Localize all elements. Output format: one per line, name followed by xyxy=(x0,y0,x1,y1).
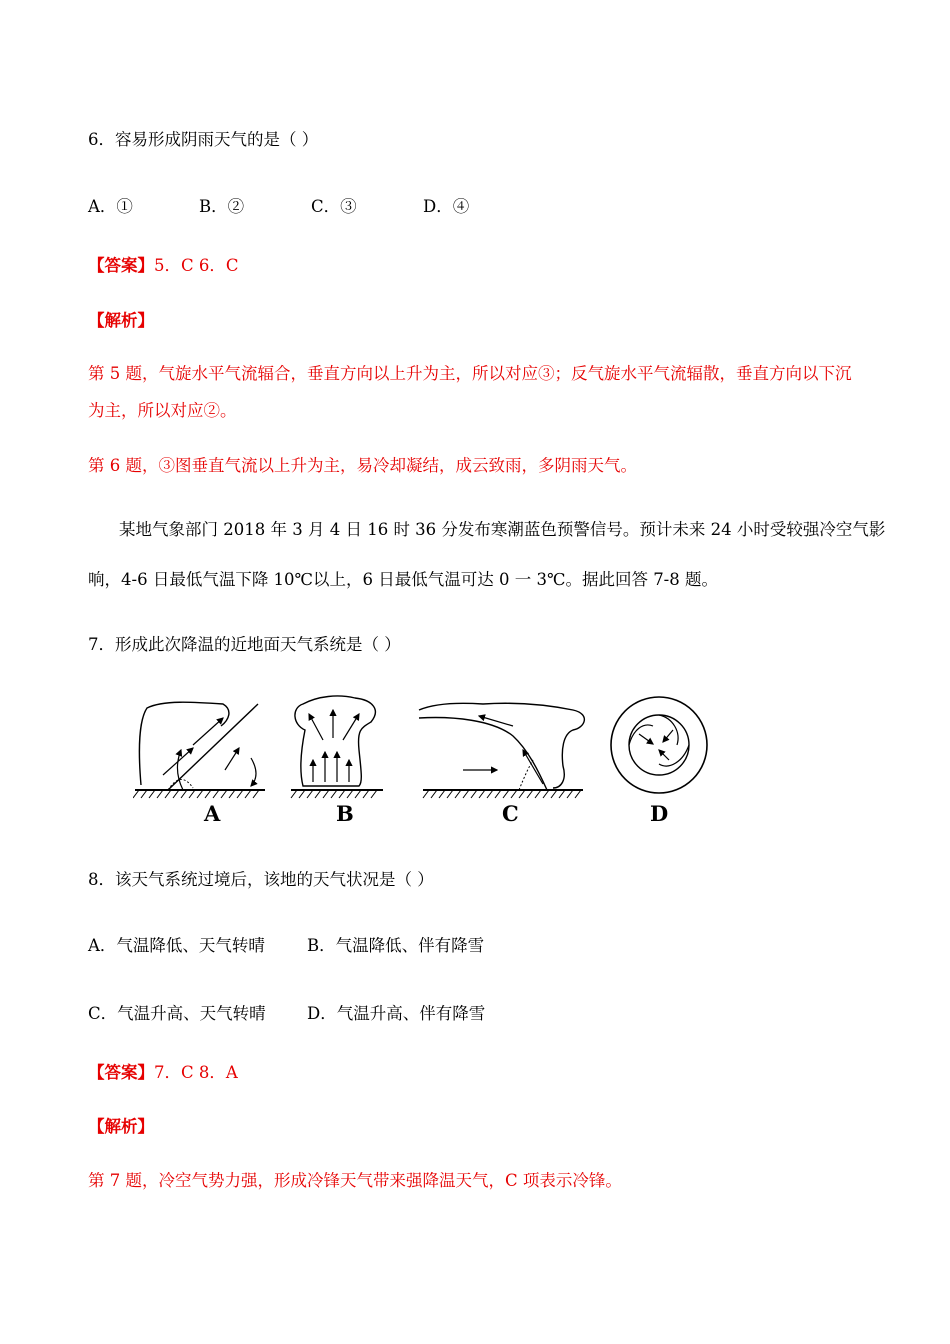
q7-stem: 7．形成此次降温的近地面天气系统是（ ） xyxy=(88,635,401,654)
figure-label-a: A xyxy=(204,801,221,826)
answer-text: 7．C 8．A xyxy=(154,1063,238,1082)
figure-label-c: C xyxy=(502,801,519,826)
figure-label-b: B xyxy=(336,801,354,826)
q8-stem: 8．该天气系统过境后，该地的天气状况是（ ） xyxy=(88,870,434,889)
answer-7-8 xyxy=(88,1062,238,1084)
passage-line1: 某地气象部门 2018 年 3 月 4 日 16 时 36 分发布寒潮蓝色预警信号。预计未来 24 小时受较强冷空气影 xyxy=(119,520,886,539)
q8-option-b: B．气温降低、伴有降雪 xyxy=(307,936,485,955)
answer-text: 5．C 6．C xyxy=(154,256,239,275)
answer-5-6 xyxy=(88,255,239,277)
q8-option-a: A．气温降低、天气转晴 xyxy=(88,936,265,955)
diagram-d xyxy=(611,697,707,793)
q6-option-b: B．② xyxy=(199,197,245,216)
figure-label-d: D xyxy=(650,801,669,826)
q6-option-c: C．③ xyxy=(311,197,357,216)
analysis-tag-2: 【解析】 xyxy=(88,1117,154,1136)
q8-option-d: D．气温升高、伴有降雪 xyxy=(307,1004,486,1023)
passage-line2: 响，4-6 日最低气温下降 10℃以上，6 日最低气温可达 0 一 3℃。据此回答 7-8 题。 xyxy=(88,570,719,589)
analysis-6-line: 第 6 题，③图垂直气流以上升为主，易冷却凝结，成云致雨，多阴雨天气。 xyxy=(88,456,637,475)
analysis-5-line1: 第 5 题，气旋水平气流辐合，垂直方向以上升为主，所以对应③；反气旋水平气流辐散，垂直方向以下沉 xyxy=(88,364,852,383)
q8-option-c: C．气温升高、天气转晴 xyxy=(88,1004,266,1023)
analysis-7-line: 第 7 题，冷空气势力强，形成冷锋天气带来强降温天气，C 项表示冷锋。 xyxy=(88,1171,622,1190)
analysis-5-line2: 为主，所以对应②。 xyxy=(88,401,237,420)
diagram-b xyxy=(291,696,383,798)
answer-tag: 【答案】 xyxy=(88,1063,154,1082)
q6-stem: 6．容易形成阴雨天气的是（ ） xyxy=(88,130,319,149)
diagram-c xyxy=(419,703,584,798)
q6-option-a: A．① xyxy=(88,197,133,216)
answer-tag: 【答案】 xyxy=(88,256,154,275)
diagram-a xyxy=(133,702,265,798)
q6-option-d: D．④ xyxy=(423,197,470,216)
analysis-tag: 【解析】 xyxy=(88,311,154,330)
